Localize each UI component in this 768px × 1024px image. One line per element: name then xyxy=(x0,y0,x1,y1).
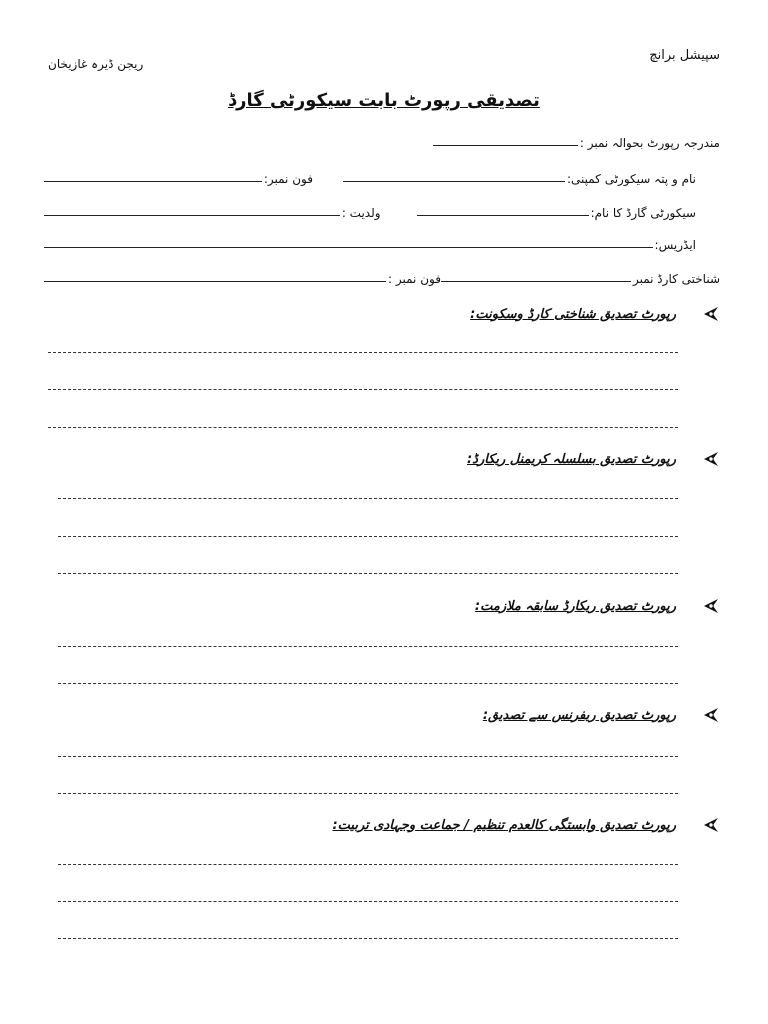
company-label: نام و پتہ سیکورٹی کمپنی: xyxy=(566,172,696,186)
arrow-bullet-icon xyxy=(702,450,720,468)
company-phone-label: فون نمبر: xyxy=(263,172,313,186)
cnic-label: شناختی کارڈ نمبر xyxy=(632,272,720,286)
answer-line[interactable] xyxy=(58,864,678,865)
company-phone-blank[interactable] xyxy=(44,180,262,182)
guard-name-row xyxy=(44,200,720,220)
answer-line[interactable] xyxy=(58,573,678,574)
phone-label: فون نمبر : xyxy=(388,272,441,286)
company-row xyxy=(44,166,720,186)
section-title: رپورٹ تصدیق ریفرنس سے تصدیق: xyxy=(482,707,676,723)
section-previous-employment xyxy=(475,594,720,618)
cnic-row xyxy=(44,266,720,286)
address-row xyxy=(44,232,720,252)
answer-line[interactable] xyxy=(58,756,678,757)
answer-line[interactable] xyxy=(48,389,678,390)
guard-name-label: سیکورٹی گارڈ کا نام: xyxy=(590,206,696,220)
answer-line[interactable] xyxy=(58,498,678,499)
answer-line[interactable] xyxy=(48,427,678,428)
section-banned-organization xyxy=(332,813,720,837)
section-criminal-record xyxy=(467,447,720,471)
arrow-bullet-icon xyxy=(702,597,720,615)
answer-line[interactable] xyxy=(58,646,678,647)
answer-line[interactable] xyxy=(58,938,678,939)
phone-blank[interactable] xyxy=(44,280,386,282)
page-title: تصدیقی رپورٹ بابت سیکورٹی گارڈ xyxy=(228,90,540,111)
address-label: ایڈریس: xyxy=(654,238,696,252)
father-name-label: ولدیت : xyxy=(341,206,381,220)
section-title: رپورٹ تصدیق وابستگی کالعدم تنظیم / جماعت وجہادی تربیت: xyxy=(332,817,676,833)
cnic-blank[interactable] xyxy=(441,280,631,282)
section-title: رپورٹ تصدیق بسلسلہ کریمنل ریکارڈ: xyxy=(466,451,676,467)
section-cnic-residence xyxy=(470,302,720,326)
answer-line[interactable] xyxy=(58,793,678,794)
reference-row xyxy=(44,130,720,150)
section-title: رپورٹ تصدیق ریکارڈ سابقہ ملازمت: xyxy=(474,598,676,614)
arrow-bullet-icon xyxy=(702,816,720,834)
answer-line[interactable] xyxy=(48,352,678,353)
region-label: ریجن ڈیرہ غازیخان xyxy=(48,57,144,71)
father-name-blank[interactable] xyxy=(44,214,340,216)
arrow-bullet-icon xyxy=(702,305,720,323)
answer-line[interactable] xyxy=(58,901,678,902)
guard-name-blank[interactable] xyxy=(417,214,589,216)
answer-line[interactable] xyxy=(58,536,678,537)
answer-line[interactable] xyxy=(58,683,678,684)
section-title: رپورٹ تصدیق شناختی کارڈ وسکونت: xyxy=(470,306,676,322)
address-blank[interactable] xyxy=(44,246,653,248)
section-reference-verification xyxy=(483,703,720,727)
arrow-bullet-icon xyxy=(702,706,720,724)
department-label: سپیشل برانچ xyxy=(649,48,720,63)
reference-blank[interactable] xyxy=(433,144,578,146)
reference-label: مندرجہ رپورٹ بحوالہ نمبر : xyxy=(579,136,720,150)
company-blank[interactable] xyxy=(343,180,565,182)
